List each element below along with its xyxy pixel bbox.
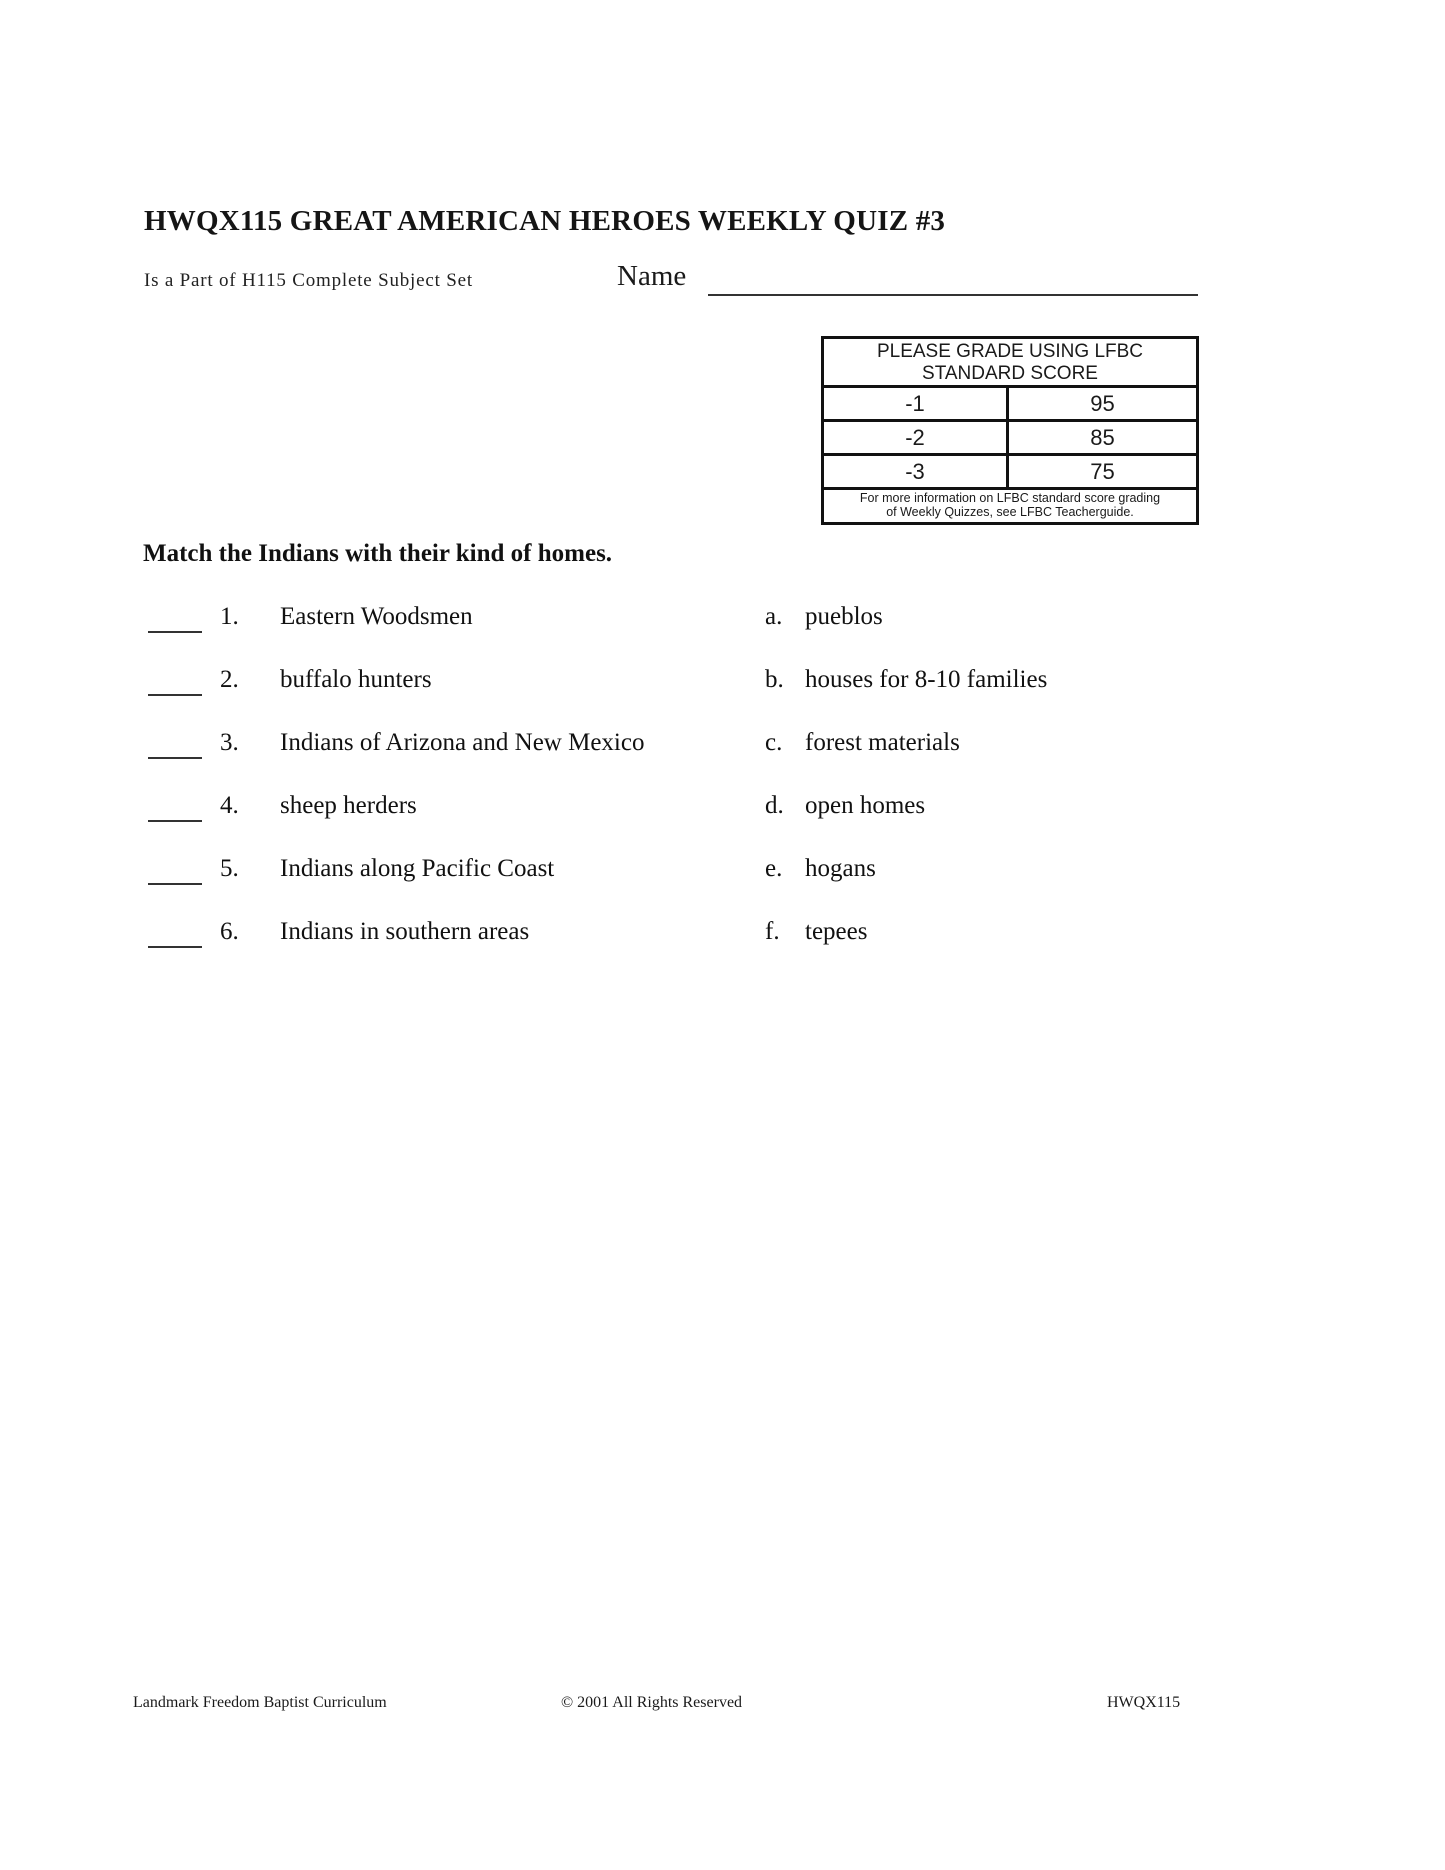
answer-blank[interactable] (148, 883, 202, 885)
question-text: Indians along Pacific Coast (280, 855, 555, 882)
question-text: Indians of Arizona and New Mexico (280, 729, 645, 756)
score-value: 75 (1090, 459, 1115, 484)
footer-copyright: © 2001 All Rights Reserved (561, 1694, 743, 1711)
answer-letter: e. (765, 855, 783, 882)
score-table-note-line-2: of Weekly Quizzes, see LFBC Teacherguide. (886, 505, 1134, 519)
quiz-title: HWQX115 GREAT AMERICAN HEROES WEEKLY QUIZ #3 (144, 205, 946, 237)
answer-letter: f. (765, 918, 780, 945)
answer-option (765, 918, 1165, 958)
missed-count: -2 (824, 422, 1009, 453)
question-text: buffalo hunters (280, 666, 432, 693)
name-label: Name (617, 260, 687, 292)
score-value: 95 (1090, 391, 1115, 416)
grading-score-table (821, 336, 1199, 525)
missed-count: -3 (824, 456, 1009, 487)
question-number: 5. (220, 855, 239, 882)
footer-publisher: Landmark Freedom Baptist Curriculum (133, 1694, 387, 1711)
question-text: Eastern Woodsmen (280, 603, 473, 630)
answer-option (765, 792, 1165, 832)
answer-option (765, 729, 1165, 769)
answer-option (765, 603, 1165, 643)
score-table-header-line-1: PLEASE GRADE USING LFBC (876, 341, 1144, 362)
question-number: 1. (220, 603, 239, 630)
answer-letter: a. (765, 603, 783, 630)
score-table-header (824, 339, 1196, 388)
answer-text: open homes (805, 792, 926, 819)
missed-count: -1 (824, 388, 1009, 419)
answer-text: forest materials (805, 729, 960, 756)
question-number: 3. (220, 729, 239, 756)
score-table-row (824, 422, 1196, 456)
matching-instruction: Match the Indians with their kind of homes. (143, 540, 613, 567)
answer-letter: b. (765, 666, 784, 693)
question-number: 6. (220, 918, 239, 945)
question-text: sheep herders (280, 792, 417, 819)
score-table-row (824, 456, 1196, 490)
answer-blank[interactable] (148, 631, 202, 633)
name-field[interactable] (708, 294, 1198, 296)
question-item (148, 855, 748, 895)
score-value: 85 (1090, 425, 1115, 450)
question-item (148, 792, 748, 832)
question-item (148, 666, 748, 706)
answer-letter: d. (765, 792, 784, 819)
question-item (148, 729, 748, 769)
answer-blank[interactable] (148, 946, 202, 948)
answer-text: hogans (805, 855, 876, 882)
answer-blank[interactable] (148, 757, 202, 759)
score-table-header-line-2: STANDARD SCORE (922, 363, 1098, 384)
answer-option (765, 855, 1165, 895)
question-item (148, 918, 748, 958)
subject-set-note: Is a Part of H115 Complete Subject Set (144, 270, 473, 291)
answer-text: houses for 8-10 families (805, 666, 1048, 693)
answer-text: pueblos (805, 603, 883, 630)
answer-letter: c. (765, 729, 783, 756)
score-table-note (824, 490, 1196, 519)
question-number: 2. (220, 666, 239, 693)
answer-blank[interactable] (148, 820, 202, 822)
question-item (148, 603, 748, 643)
answer-blank[interactable] (148, 694, 202, 696)
score-table-note-line-1: For more information on LFBC standard score grading (859, 491, 1161, 505)
question-number: 4. (220, 792, 239, 819)
footer-code: HWQX115 (1107, 1694, 1181, 1711)
question-text: Indians in southern areas (280, 918, 530, 945)
answer-option (765, 666, 1165, 706)
answer-text: tepees (805, 918, 868, 945)
score-table-row (824, 388, 1196, 422)
